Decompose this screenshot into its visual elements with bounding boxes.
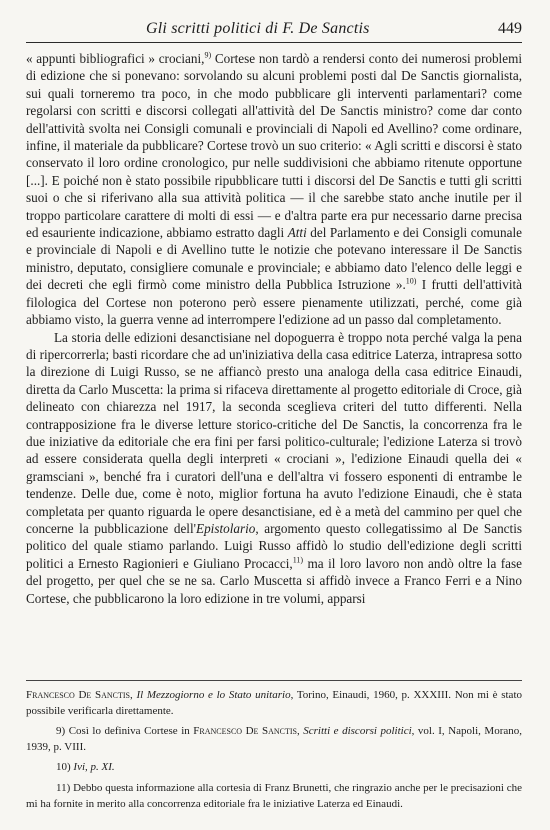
text-run: « appunti bibliografici » crociani, <box>26 51 205 66</box>
text-run: , argomento questo collegatissimo al De Sanctis politico del quale stiamo parlando. Luigi Russo affidò lo studio dell'edizione degli scritti politici a Ernesto Ragionieri e Giuliano Procacci, <box>26 520 522 571</box>
book-title: Il Mezzogiorno e lo Stato unitario <box>136 689 291 701</box>
footnote-number: 10) <box>56 761 71 774</box>
body-text <box>26 50 522 607</box>
footnote-ref-9: 9) <box>204 50 212 60</box>
text-run: del Parlamento e dei Consigli comunale e provinciale di Napoli e di Avellino tutte le notizie che potevano interessare il De Sanctis ministro, deputato, consigliere comunale e provinciale; e abbiamo dato l'elenco delle leggi e dei decreti che egli firmò come ministro della Pubblica Istruzione ». <box>26 225 522 293</box>
header-rule <box>26 42 522 43</box>
book-title: Scritti e discorsi politici <box>303 725 412 738</box>
footnote-ref-11: 11) <box>292 555 304 565</box>
running-head: Gli scritti politici di F. De Sanctis <box>146 20 370 37</box>
footnote-continued: Francesco De Sanctis, Il Mezzogiorno e lo Stato unitario, Torino, Einaudi, 1960, p. XXXIII. Non mi è stato possibile verificarla direttamente. <box>26 689 522 717</box>
author-name: Francesco De Sanctis <box>26 689 131 701</box>
italic-term: Epistolario <box>196 520 256 536</box>
footnote-number: 11) <box>56 781 71 794</box>
italic-term: Atti <box>287 225 307 241</box>
paragraph-1 <box>26 50 522 329</box>
author-name: Francesco De Sanctis <box>193 725 297 738</box>
text-run: I frutti dell'attività filologica del Cortese non poterono però essere pienamente utilizzati, perché, come già abbiamo visto, la guerra venne ad interrompere l'edizione ad un passo dal completamento. <box>26 277 522 328</box>
footnote-text: , vol. I, Napoli, Morano, 1939, p. VIII. <box>26 725 522 753</box>
text-run: La storia delle edizioni desanctisiane nel dopoguerra è troppo nota perché valga la pena di ripercorrerla; basti ricordare che ad un'iniziativa della casa editrice Laterza, intrapresa sotto la direzione di Luigi Russo, se ne affiancò presto una analoga della casa editrice Einaudi, diretta da Carlo Muscetta: la prima si rifaceva direttamente al progetto editoriale di Croce, già delineato con chiarezza nel 1917, la seconda sceglieva criteri del tutto differenti. Nella contrapposizione fra le diverse letture storico-critiche del De Sanctis, la concorrenza fra le due iniziative da editoriale che era fini per farsi politico-culturale; l'edizione Laterza si trovò ad essere considerata quella degli interpreti « crociani », l'edizione Einaudi quella dei « gramsciani », benché fra i curatori dell'una e dell'altra vi fossero esponenti di entrambe le tendenze. Delle due, come è noto, miglior fortuna ha avuto l'edizione Einaudi, che è stata completata per quanto riguarda le opere desanctisiane, ed è a metà del cammino per quel che concerne la pubblicazione dell' <box>26 329 522 536</box>
footnote-11 <box>26 781 522 812</box>
footnote-text: , Torino, Einaudi, 1960, p. XXXIII. Non mi è stato possibile verificarla direttamente. <box>26 689 522 717</box>
footnote-rule <box>26 680 522 681</box>
footnote-text: Così lo definiva Cortese in <box>65 725 194 738</box>
footnote-text: Ivi, p. XI. <box>70 761 115 774</box>
text-run: ma il loro lavoro non andò oltre la fase del progetto, per quel che se ne sa. Carlo Muscetta si affidò invece a Franco Ferri e a Nino Cortese, che pubblicarono la loro edizione in tre volumi, apparsi <box>26 555 522 606</box>
footnotes <box>26 688 522 817</box>
footnote-text: Debbo questa informazione alla cortesia di Franz Brunetti, che ringrazio anche per le precisazioni che mi ha fornite in merito alla concorrenza editoriale fra le iniziative Laterza ed Einaudi. <box>26 781 522 810</box>
footnote-number: 9) <box>56 725 66 738</box>
footnote-10 <box>26 760 522 776</box>
text-run: Cortese non tardò a rendersi conto dei numerosi problemi di edizione che si ponevano: sorvolando su alcuni problemi posti dal De Sanctis giornalista, sui quali torneremo tra poco, in che modo pubblicare gli interventi parlamentari? come regolarsi con scritti e discorsi collegati all'attività del De Sanctis ministro? come dar conto dell'attività svolta nei Consigli comunali e provinciali di Napoli ed Avellino? come ordinare, infine, il materiale da pubblicare? Cortese trovò un suo criterio: « Agli scritti e discorsi è stato conservato il loro ordine cronologico, pur nelle suddivisioni che abbiamo ritenute opportune [...]. E poiché non è stato possibile ripubblicare tutti i discorsi del De Sanctis e tutti gli scritti suoi o che si riferivano alla sua attività politica — il che sarebbe stato anche inutile per il troppo particolare carattere di molti di essi — e d'altra parte era pur necessario darne precisa ed esauriente indicazione, abbiamo estratto dagli <box>26 51 522 241</box>
page-header <box>26 20 522 42</box>
footnote-ref-10: 10) <box>405 276 417 286</box>
footnote-9: 9) Così lo definiva Cortese in Francesco De Sanctis, Scritti e discorsi politici, vol. I, Napoli, Morano, 1939, p. VIII. <box>26 725 522 753</box>
paragraph-2 <box>26 329 522 608</box>
page-number: 449 <box>498 20 522 37</box>
